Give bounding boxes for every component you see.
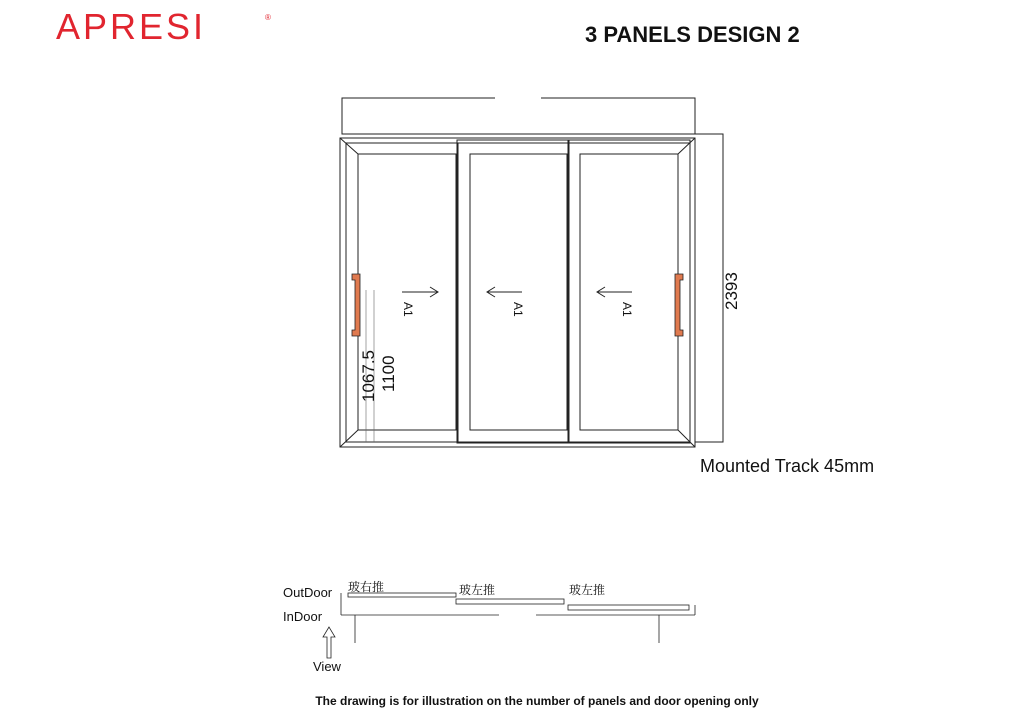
height-label: 2393 — [722, 272, 741, 310]
head-frame — [342, 98, 695, 134]
handle-height-label-2: 1100 — [379, 355, 398, 392]
arrow-panel-2 — [487, 287, 522, 297]
plan-label-2: 玻左推 — [459, 583, 496, 597]
view-label: View — [313, 659, 341, 674]
arrow-panel-3 — [597, 287, 632, 297]
handle-right — [675, 274, 683, 336]
plan-panel-2 — [456, 599, 564, 604]
page-title: 3 PANELS DESIGN 2 — [585, 22, 800, 47]
view-arrow — [323, 627, 335, 658]
outdoor-label: OutDoor — [283, 585, 333, 600]
panel-2-label: A1 — [511, 302, 525, 317]
plan-panel-3 — [568, 605, 689, 610]
panel-1-label: A1 — [401, 302, 415, 317]
plan-view — [323, 593, 695, 658]
height-dimension — [695, 134, 723, 442]
track-label: Mounted Track 45mm — [700, 456, 875, 476]
plan-label-1: 玻右推 — [348, 580, 385, 594]
arrow-panel-1 — [402, 287, 438, 297]
indoor-label: InDoor — [283, 609, 323, 624]
panel-3-label: A1 — [620, 302, 634, 317]
footer-note: The drawing is for illustration on the number of panels and door opening only — [315, 694, 759, 708]
handle-height-label-1: 1067.5 — [359, 350, 378, 402]
registered-mark: ® — [265, 13, 271, 22]
plan-label-3: 玻左推 — [569, 583, 606, 597]
handle-left — [352, 274, 360, 336]
brand-logo: APRESI — [56, 6, 207, 47]
